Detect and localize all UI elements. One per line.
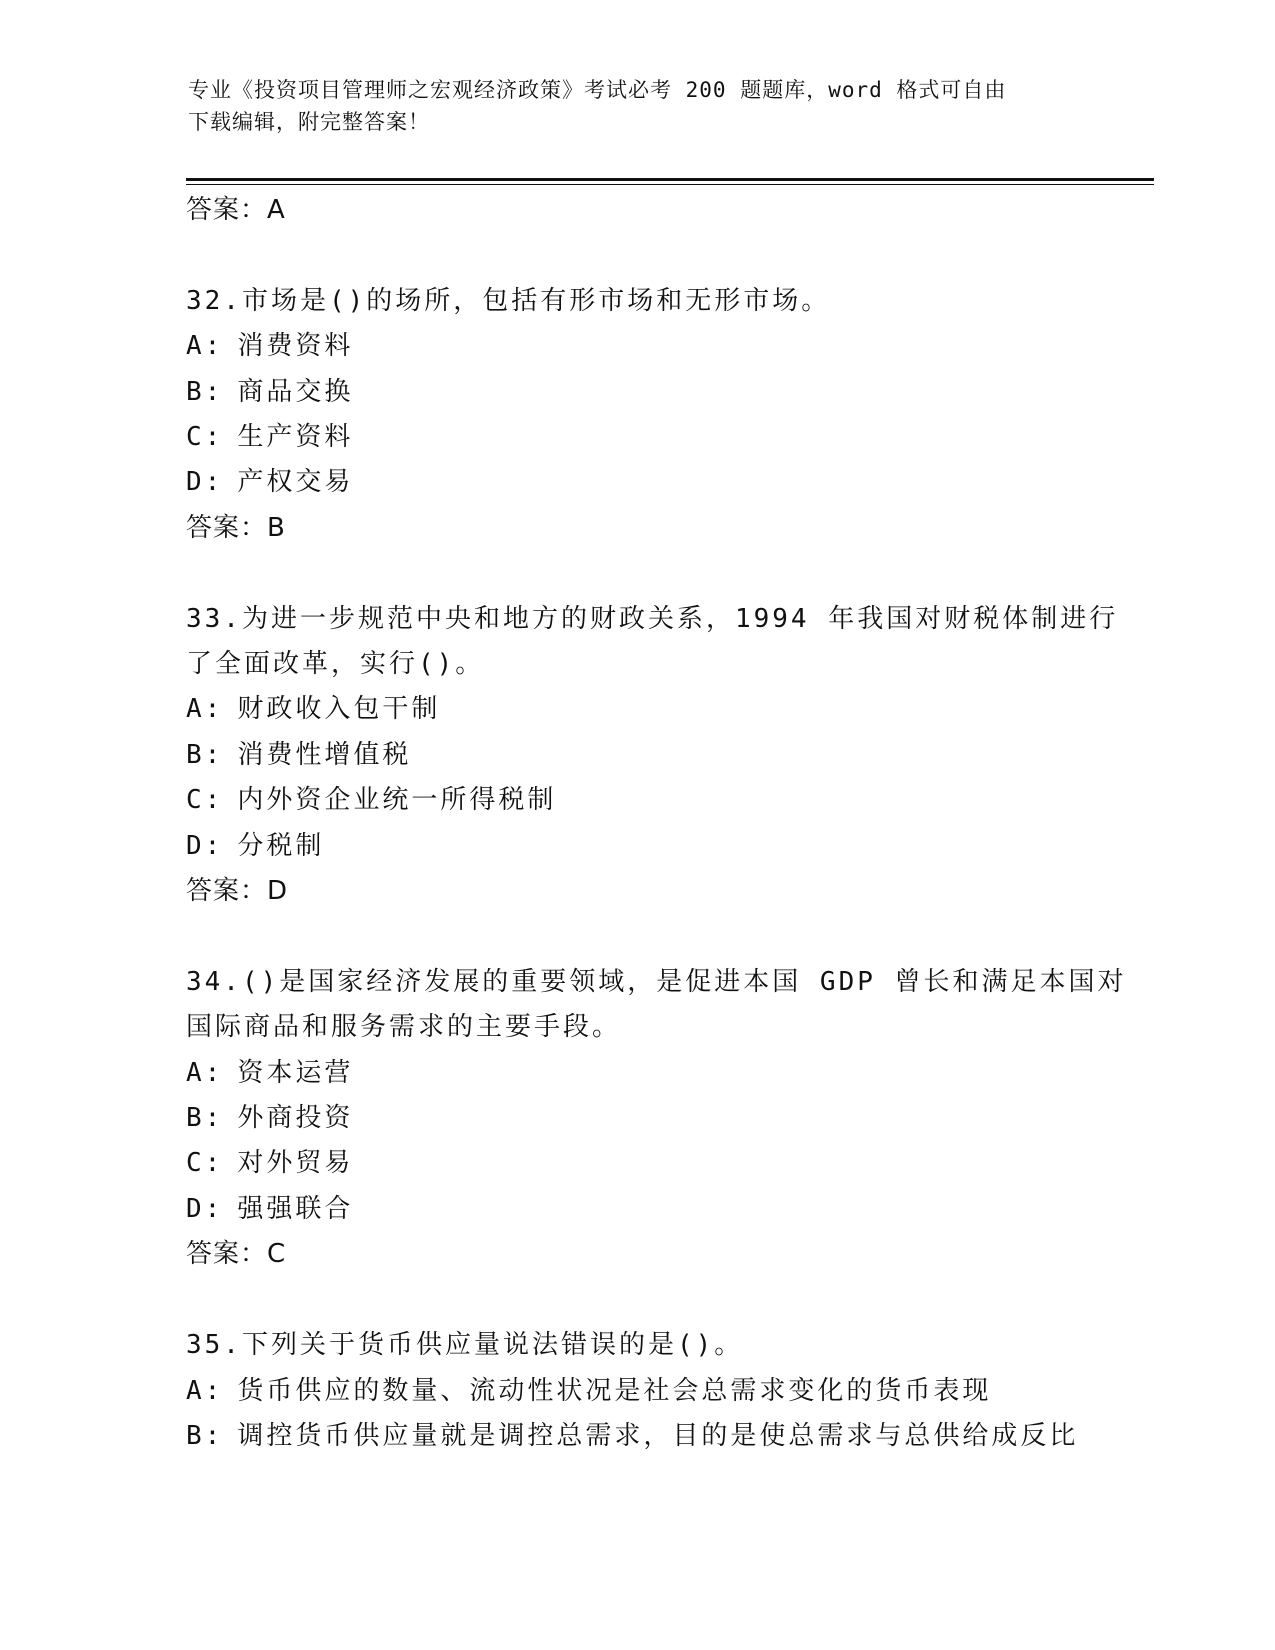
option-b [186, 370, 1086, 415]
option-a [186, 1051, 1086, 1096]
option-key: C: [186, 422, 224, 453]
answer-line: 答案：C [186, 1239, 287, 1270]
option-a [186, 687, 1086, 732]
option-text: 财政收入包干制 [237, 694, 441, 725]
spacer [186, 551, 1086, 596]
answer-line: 答案：A [186, 195, 286, 225]
question-text: 33.为进一步规范中央和地方的财政关系，1994 年我国对财税体制进行 [186, 603, 1119, 634]
option-key: B: [186, 1103, 224, 1134]
question-text: 34.()是国家经济发展的重要领域，是促进本国 GDP 曾长和满足本国对 [186, 966, 1127, 997]
option-c [186, 778, 1086, 823]
answer-line: 答案：B [186, 512, 286, 543]
option-text: 消费资料 [237, 331, 354, 362]
option-text: 货币供应的数量、流动性状况是社会总需求变化的货币表现 [237, 1375, 992, 1406]
option-b [186, 733, 1086, 778]
header-rule-thin [186, 184, 1154, 185]
option-key: A: [186, 331, 224, 362]
option-text: 商品交换 [237, 376, 354, 407]
question-item [186, 1323, 1086, 1459]
option-b [186, 1414, 1086, 1459]
option-key: A: [186, 1057, 224, 1088]
option-text: 内外资企业统一所得税制 [237, 785, 557, 816]
spacer [186, 914, 1086, 959]
option-c [186, 1141, 1086, 1186]
header-line-2: 下载编辑，附完整答案！ [188, 110, 430, 134]
option-d [186, 460, 1086, 505]
option-d [186, 1187, 1086, 1232]
option-key: D: [186, 1193, 224, 1224]
option-key: A: [186, 1375, 224, 1406]
question-text-continued: 国际商品和服务需求的主要手段。 [186, 1012, 622, 1043]
document-header [188, 74, 1088, 138]
option-text: 外商投资 [237, 1103, 354, 1134]
answer-line: 答案：D [186, 876, 289, 907]
option-text: 对外贸易 [237, 1148, 354, 1179]
option-b [186, 1096, 1086, 1141]
option-d [186, 824, 1086, 869]
spacer [186, 1278, 1086, 1323]
question-item [186, 960, 1127, 1278]
option-text: 强强联合 [237, 1193, 354, 1224]
option-text: 资本运营 [237, 1057, 354, 1088]
question-text: 35.下列关于货币供应量说法错误的是()。 [186, 1330, 744, 1361]
header-rule-thick [186, 178, 1154, 181]
question-text: 32.市场是()的场所，包括有形市场和无形市场。 [186, 285, 831, 316]
question-list [186, 188, 1127, 1459]
option-key: B: [186, 376, 224, 407]
option-a [186, 324, 1086, 369]
option-text: 调控货币供应量就是调控总需求，目的是使总需求与总供给成反比 [237, 1420, 1079, 1451]
question-text-continued: 了全面改革，实行()。 [186, 649, 485, 680]
option-text: 生产资料 [237, 422, 354, 453]
header-line-1: 专业《投资项目管理师之宏观经济政策》考试必考 200 题题库，word 格式可自由 [188, 78, 1007, 102]
spacer [186, 233, 1086, 278]
option-text: 分税制 [237, 830, 325, 861]
question-item [186, 597, 1119, 915]
option-c [186, 415, 1086, 460]
option-key: D: [186, 467, 224, 498]
option-key: B: [186, 739, 224, 770]
question-item [186, 279, 1086, 551]
option-key: C: [186, 785, 224, 816]
option-key: C: [186, 1148, 224, 1179]
option-text: 消费性增值税 [237, 739, 412, 770]
option-key: D: [186, 830, 224, 861]
option-text: 产权交易 [237, 467, 354, 498]
option-key: A: [186, 694, 224, 725]
option-a [186, 1369, 1086, 1414]
option-key: B: [186, 1420, 224, 1451]
